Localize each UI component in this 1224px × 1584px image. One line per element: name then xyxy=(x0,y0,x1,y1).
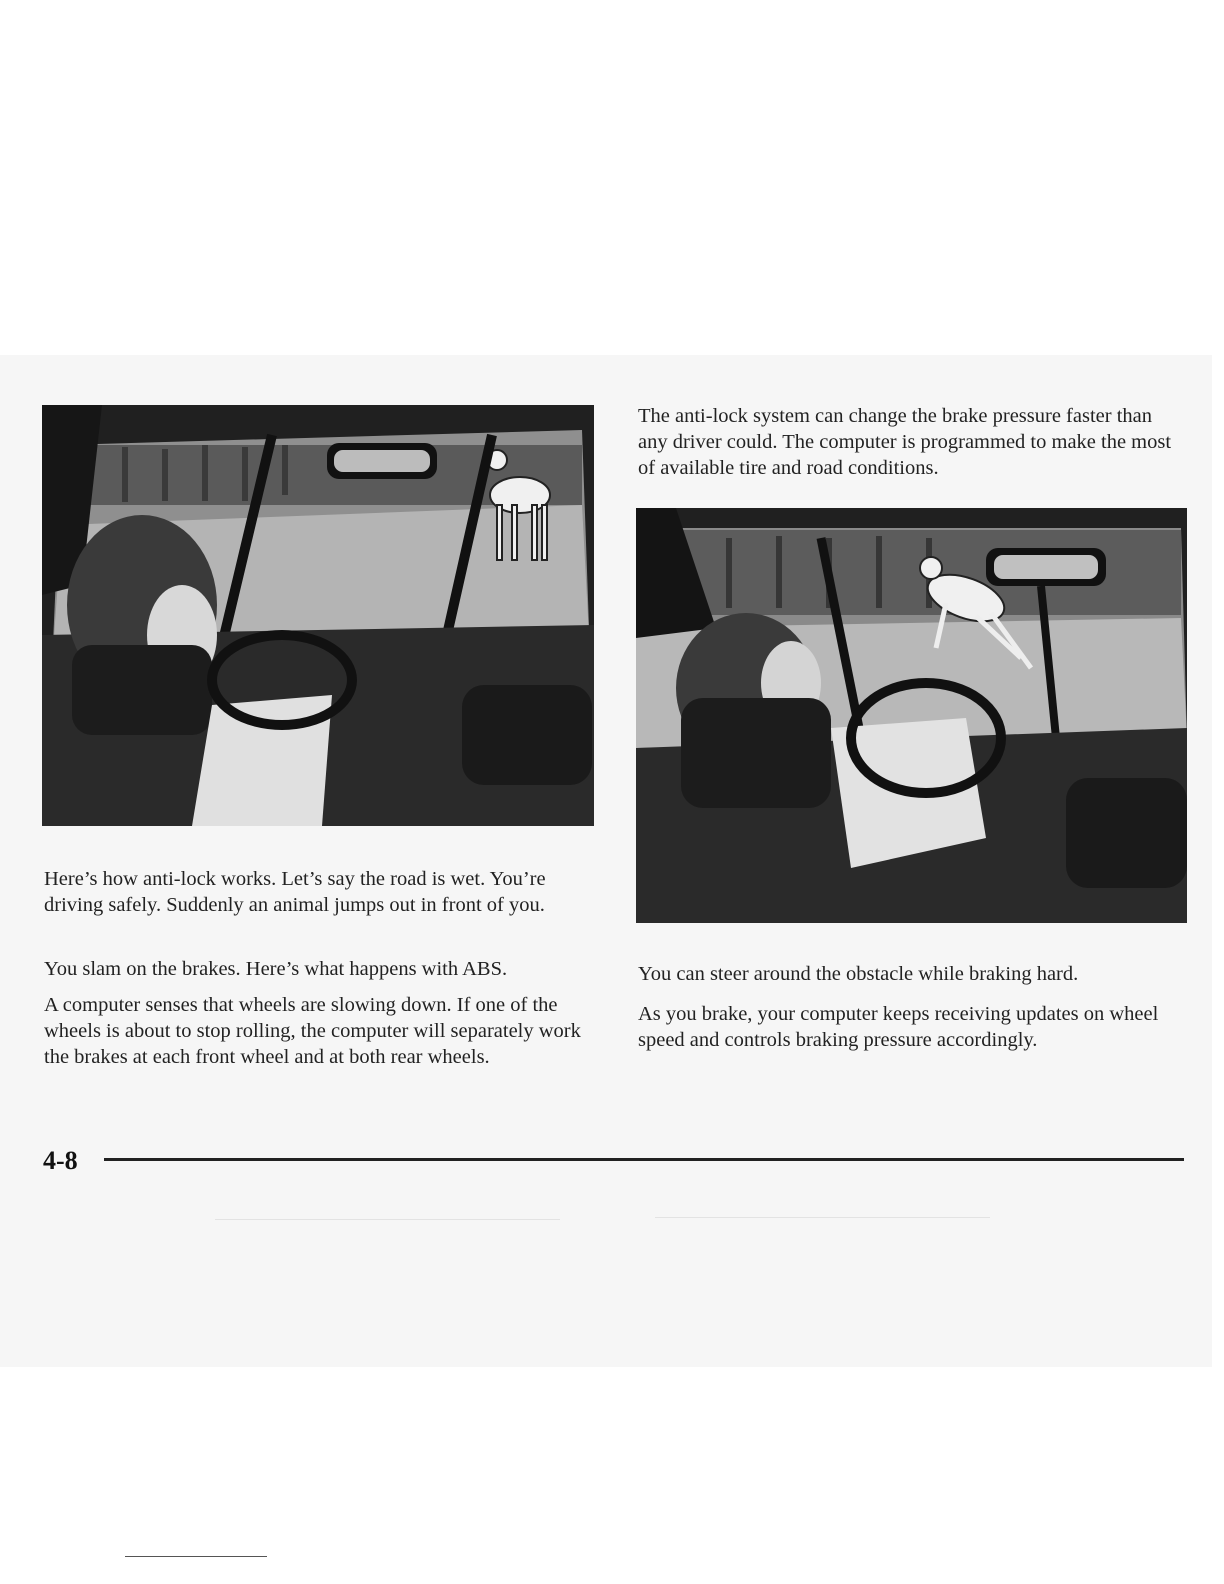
left-paragraph-computer-senses: A computer senses that wheels are slowing down. If one of the wheels is about to stop rolling, the computer will separately work the brakes at each front wheel and at both rear wheels. xyxy=(44,994,581,1068)
footer-rule xyxy=(104,1158,1184,1161)
driver-wet-road-animal-illustration xyxy=(42,405,594,826)
left-paragraph-slam-brakes: You slam on the brakes. Here’s what happens with ABS. xyxy=(44,958,508,980)
right-paragraph-wheel-speed-updates: As you brake, your computer keeps receiving updates on wheel speed and controls braking pressure accordingly. xyxy=(638,1003,1159,1051)
faint-scan-line-left xyxy=(215,1219,560,1220)
page-number: 4-8 xyxy=(43,1146,78,1175)
bottom-margin-rule xyxy=(125,1556,267,1557)
right-paragraph-anti-lock-system: The anti-lock system can change the brake pressure faster than any driver could. The computer is programmed to make the most of available tire and road conditions. xyxy=(638,405,1172,479)
driver-steering-around-deer-illustration xyxy=(636,508,1187,923)
left-paragraph-intro: Here’s how anti-lock works. Let’s say the road is wet. You’re driving safely. Suddenly an animal jumps out in front of you. xyxy=(44,868,546,916)
faint-scan-line-right xyxy=(655,1217,990,1218)
right-paragraph-steer-around: You can steer around the obstacle while braking hard. xyxy=(638,963,1079,985)
